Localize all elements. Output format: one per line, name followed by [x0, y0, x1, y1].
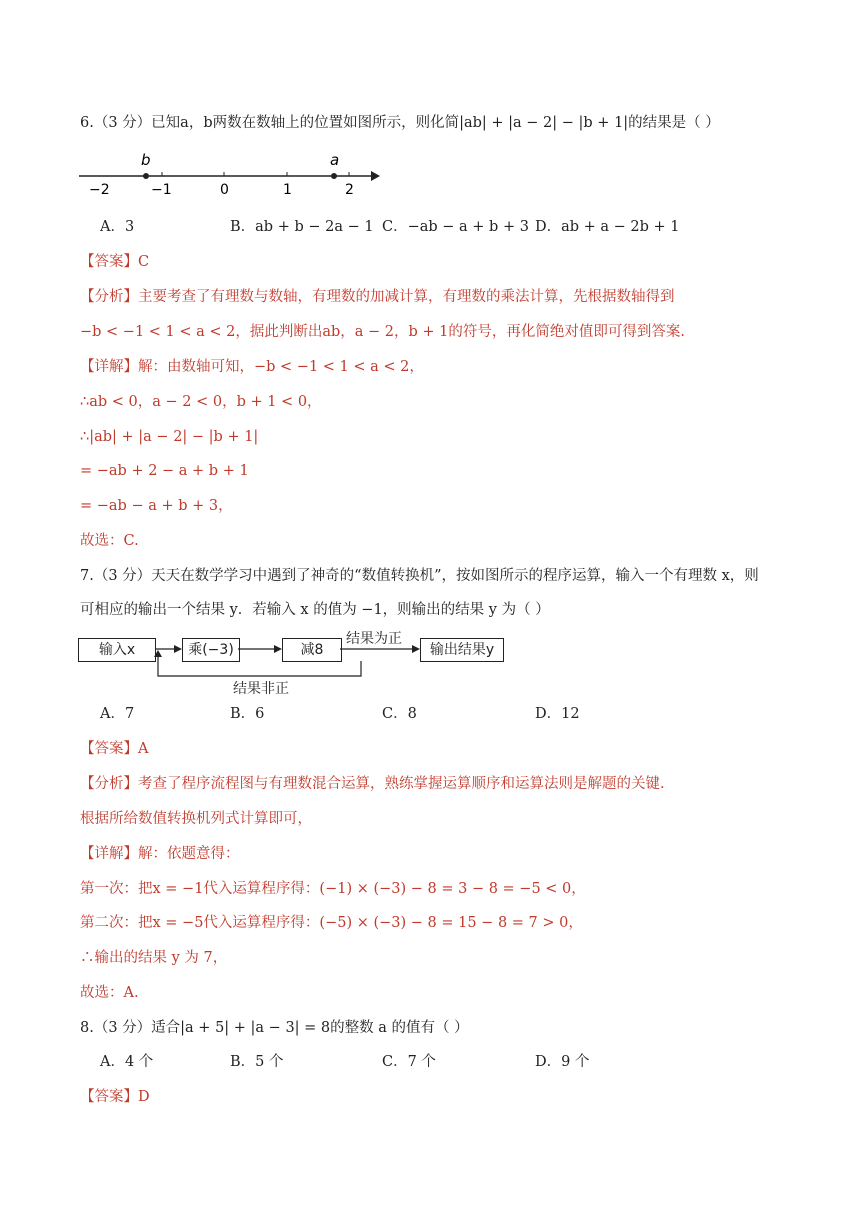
q6-option-c: C．−ab − a + b + 3: [382, 219, 529, 235]
q6-option-a: A．3: [100, 219, 135, 235]
q6-detail: 【详解】解：由数轴可知，−b < −1 < 1 < a < 2，: [80, 359, 424, 375]
q7-option-d: D．12: [535, 706, 580, 722]
q6-detail-step: ∴ab < 0，a − 2 < 0，b + 1 < 0，: [80, 394, 322, 410]
flowchart: [78, 626, 508, 696]
q7-answer: 【答案】A: [80, 741, 149, 757]
flow-output-box: 输出结果y: [420, 638, 504, 662]
q7-detail-step: 第一次：把x = −1代入运算程序得：(−1) × (−3) − 8 = 3 − 8 = −5 < 0，: [80, 881, 586, 897]
point-a: [331, 173, 337, 179]
q6-analysis: 【分析】主要考查了有理数与数轴，有理数的加减计算，有理数的乘法计算，先根据数轴得到: [80, 289, 675, 305]
q8-option-c: C．7 个: [382, 1054, 436, 1070]
tick-label: 2: [345, 182, 354, 198]
q7-choose: 故选：A.: [80, 985, 139, 1001]
q7-detail: 【详解】解：依题意得：: [80, 846, 240, 862]
q7-option-a: A．7: [100, 706, 135, 722]
q7-detail-step: 第二次：把x = −5代入运算程序得：(−5) × (−3) − 8 = 15 − 8 = 7 > 0，: [80, 915, 583, 931]
label-b: b: [141, 151, 151, 169]
flow-input-box: 输入x: [78, 638, 156, 662]
q7-stem-cont: 可相应的输出一个结果 y．若输入 x 的值为 −1，则输出的结果 y 为（ ）: [80, 602, 550, 618]
arrow-icon: [274, 645, 282, 653]
q7-detail-step: ∴输出的结果 y 为 7，: [80, 950, 228, 966]
tick-label: −1: [151, 182, 172, 198]
q7-analysis-cont: 根据所给数值转换机列式计算即可，: [80, 811, 312, 827]
q8-option-b: B．5 个: [230, 1054, 284, 1070]
tick-label: −2: [89, 182, 110, 198]
tick-label: 1: [283, 182, 292, 198]
arrow-icon: [412, 645, 420, 653]
axis-arrow-icon: [371, 171, 380, 181]
q6-detail-step: = −ab − a + b + 3，: [80, 498, 233, 514]
flow-nonpositive-label: 结果非正: [233, 681, 289, 697]
q6-option-d: D．ab + a − 2b + 1: [535, 219, 680, 235]
q8-answer: 【答案】D: [80, 1089, 150, 1105]
point-b: [143, 173, 149, 179]
q7-option-b: B．6: [230, 706, 265, 722]
flow-minus-box: 减8: [282, 638, 342, 662]
q8-option-a: A．4 个: [100, 1054, 154, 1070]
q6-detail-step: = −ab + 2 − a + b + 1: [80, 463, 249, 479]
q7-stem: 7.（3 分）天天在数学学习中遇到了神奇的“数值转换机”，按如图所示的程序运算，输入一个有理数 x，则: [80, 568, 759, 584]
tick-label: 0: [220, 182, 229, 198]
q7-option-c: C．8: [382, 706, 417, 722]
arrow-icon: [174, 645, 182, 653]
flow-multiply-box: 乘(−3): [182, 638, 240, 662]
q6-choose: 故选：C.: [80, 533, 139, 549]
number-line-figure: [75, 150, 385, 198]
q7-analysis: 【分析】考查了程序流程图与有理数混合运算，熟练掌握运算顺序和运算法则是解题的关键.: [80, 776, 665, 792]
q6-answer: 【答案】C: [80, 254, 150, 270]
label-a: a: [330, 151, 340, 169]
q8-option-d: D．9 个: [535, 1054, 590, 1070]
q6-option-b: B．ab + b − 2a − 1: [230, 219, 374, 235]
q6-stem: 6.（3 分）已知a，b两数在数轴上的位置如图所示，则化简|ab| + |a − 2| − |b + 1|的结果是（ ）: [80, 115, 720, 131]
q6-analysis-cont: −b < −1 < 1 < a < 2，据此判断出ab，a − 2，b + 1的符号，再化简绝对值即可得到答案.: [80, 324, 686, 340]
flow-positive-label: 结果为正: [346, 631, 402, 647]
q8-stem: 8.（3 分）适合|a + 5| + |a − 3| = 8的整数 a 的值有（ ）: [80, 1020, 469, 1036]
q6-detail-step: ∴|ab| + |a − 2| − |b + 1|: [80, 429, 259, 445]
